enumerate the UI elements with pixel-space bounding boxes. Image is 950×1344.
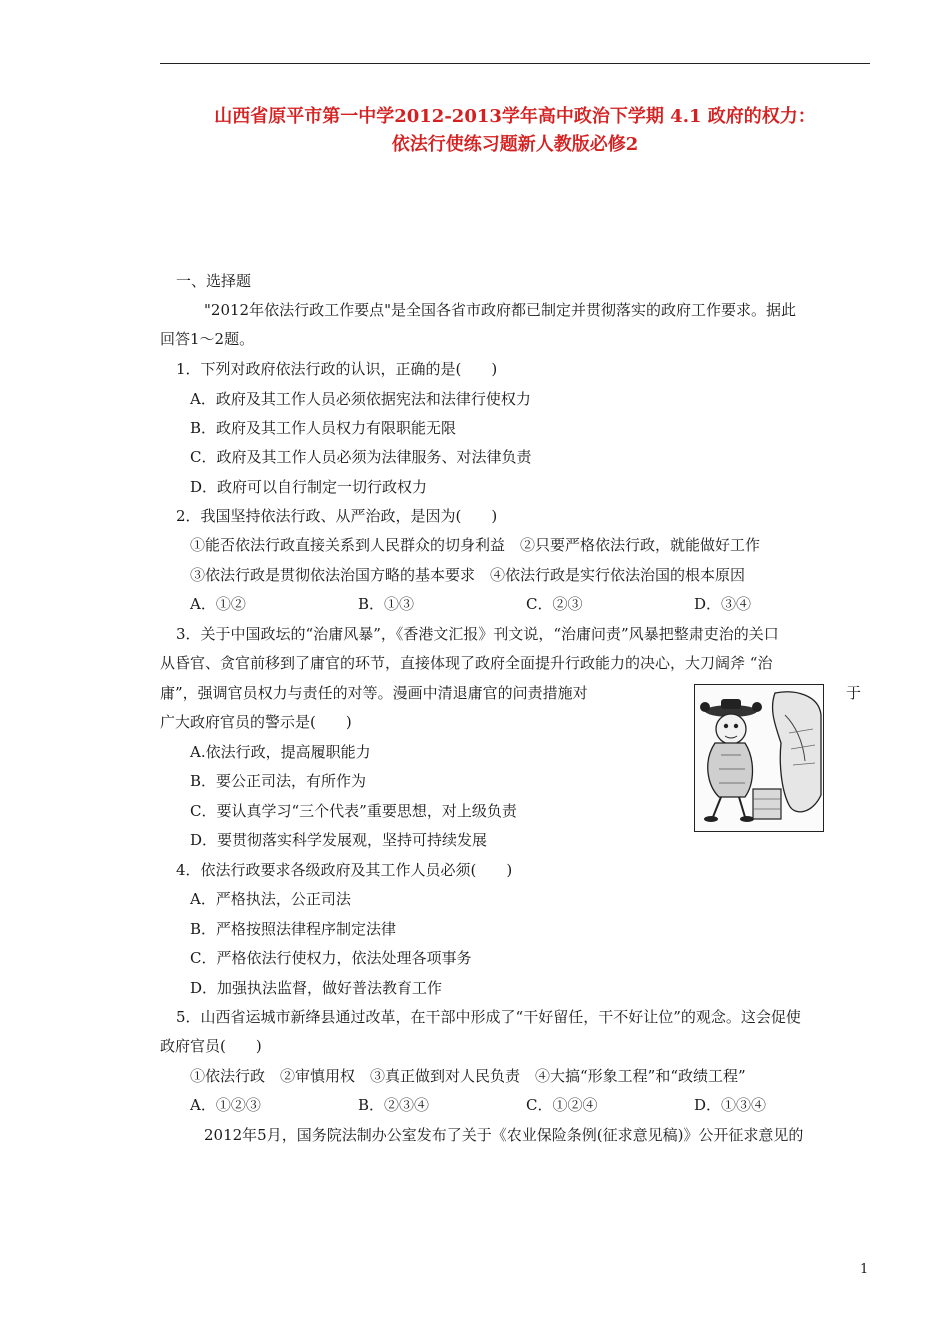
cartoon-drawing xyxy=(695,685,823,831)
q4-option-d: D．加强执法监督，做好普法教育工作 xyxy=(190,979,443,997)
q3-line2: 从昏官、贪官前移到了庸官的环节，直接体现了政府全面提升行政能力的决心，大刀阔斧 “治 xyxy=(160,654,773,672)
q4-option-a: A．严格执法，公正司法 xyxy=(190,890,351,908)
q5-option-a: A．①②③ xyxy=(190,1096,261,1114)
q3-option-d: D．要贯彻落实科学发展观，坚持可持续发展 xyxy=(190,831,488,849)
q1-option-b: B．政府及其工作人员权力有限职能无限 xyxy=(190,419,457,437)
q5-option-c: C．①②④ xyxy=(526,1096,598,1114)
q3-line4: 广大政府官员的警示是( ) xyxy=(160,713,352,731)
q2-option-d: D．③④ xyxy=(694,595,752,613)
q2-option-a: A．①② xyxy=(190,595,246,613)
q5-line1: 5．山西省运城市新绛县通过改革，在干部中形成了“干好留任，干不好让位”的观念。这会促使 xyxy=(176,1008,801,1026)
q5-option-b: B．②③④ xyxy=(358,1096,430,1114)
q3-option-b: B．要公正司法，有所作为 xyxy=(190,772,367,790)
q4-stem: 4．依法行政要求各级政府及其工作人员必须( ) xyxy=(176,861,513,879)
document-title-line1: 山西省原平市第一中学2012-2013学年高中政治下学期 4.1 政府的权力： xyxy=(214,106,816,127)
q5-line2: 政府官员( ) xyxy=(160,1037,262,1055)
q1-option-c: C．政府及其工作人员必须为法律服务、对法律负责 xyxy=(190,448,532,466)
page-number: 1 xyxy=(860,1262,869,1277)
q3-option-a: A.依法行政，提高履职能力 xyxy=(190,743,371,761)
q3-trailing-char: 于 xyxy=(846,684,862,702)
q1-option-d: D．政府可以自行制定一切行政权力 xyxy=(190,478,428,496)
q2-statements-line2: ③依法行政是贯彻依法治国方略的基本要求 ④依法行政是实行依法治国的根本原因 xyxy=(190,566,746,584)
intro-line1: "2012年依法行政工作要点"是全国各省市政府都已制定并贯彻落实的政府工作要求。据此 xyxy=(204,301,796,319)
section-heading: 一、选择题 xyxy=(176,272,252,290)
cartoon-illustration xyxy=(694,684,824,832)
q4-option-c: C．严格依法行使权力，依法处理各项事务 xyxy=(190,949,472,967)
q2-statements-line1: ①能否依法行政直接关系到人民群众的切身利益 ②只要严格依法行政，就能做好工作 xyxy=(190,536,761,554)
document-title-line2: 依法行使练习题新人教版必修2 xyxy=(391,134,639,155)
q2-stem: 2．我国坚持依法行政、从严治政，是因为( ) xyxy=(176,507,498,525)
header-rule xyxy=(160,63,870,64)
q5-statements: ①依法行政 ②审慎用权 ③真正做到对人民负责 ④大搞“形象工程”和“政绩工程” xyxy=(190,1067,746,1085)
q3-option-c: C．要认真学习“三个代表”重要思想，对上级负责 xyxy=(190,802,517,820)
q2-option-c: C．②③ xyxy=(526,595,583,613)
q5-option-d: D．①③④ xyxy=(694,1096,767,1114)
q3-line1: 3．关于中国政坛的“治庸风暴”，《香港文汇报》刊文说，“治庸问责”风暴把整肃吏治的关口 xyxy=(176,625,779,643)
intro-line2: 回答1～2题。 xyxy=(160,330,255,348)
closing-paragraph: 2012年5月，国务院法制办公室发布了关于《农业保险条例(征求意见稿)》公开征求意见的 xyxy=(204,1126,804,1144)
q1-stem: 1．下列对政府依法行政的认识，正确的是( ) xyxy=(176,360,498,378)
q2-option-b: B．①③ xyxy=(358,595,415,613)
q1-option-a: A．政府及其工作人员必须依据宪法和法律行使权力 xyxy=(190,390,531,408)
q4-option-b: B．严格按照法律程序制定法律 xyxy=(190,920,397,938)
q3-line3: 庸”，强调官员权力与责任的对等。漫画中清退庸官的问责措施对 xyxy=(160,684,588,702)
